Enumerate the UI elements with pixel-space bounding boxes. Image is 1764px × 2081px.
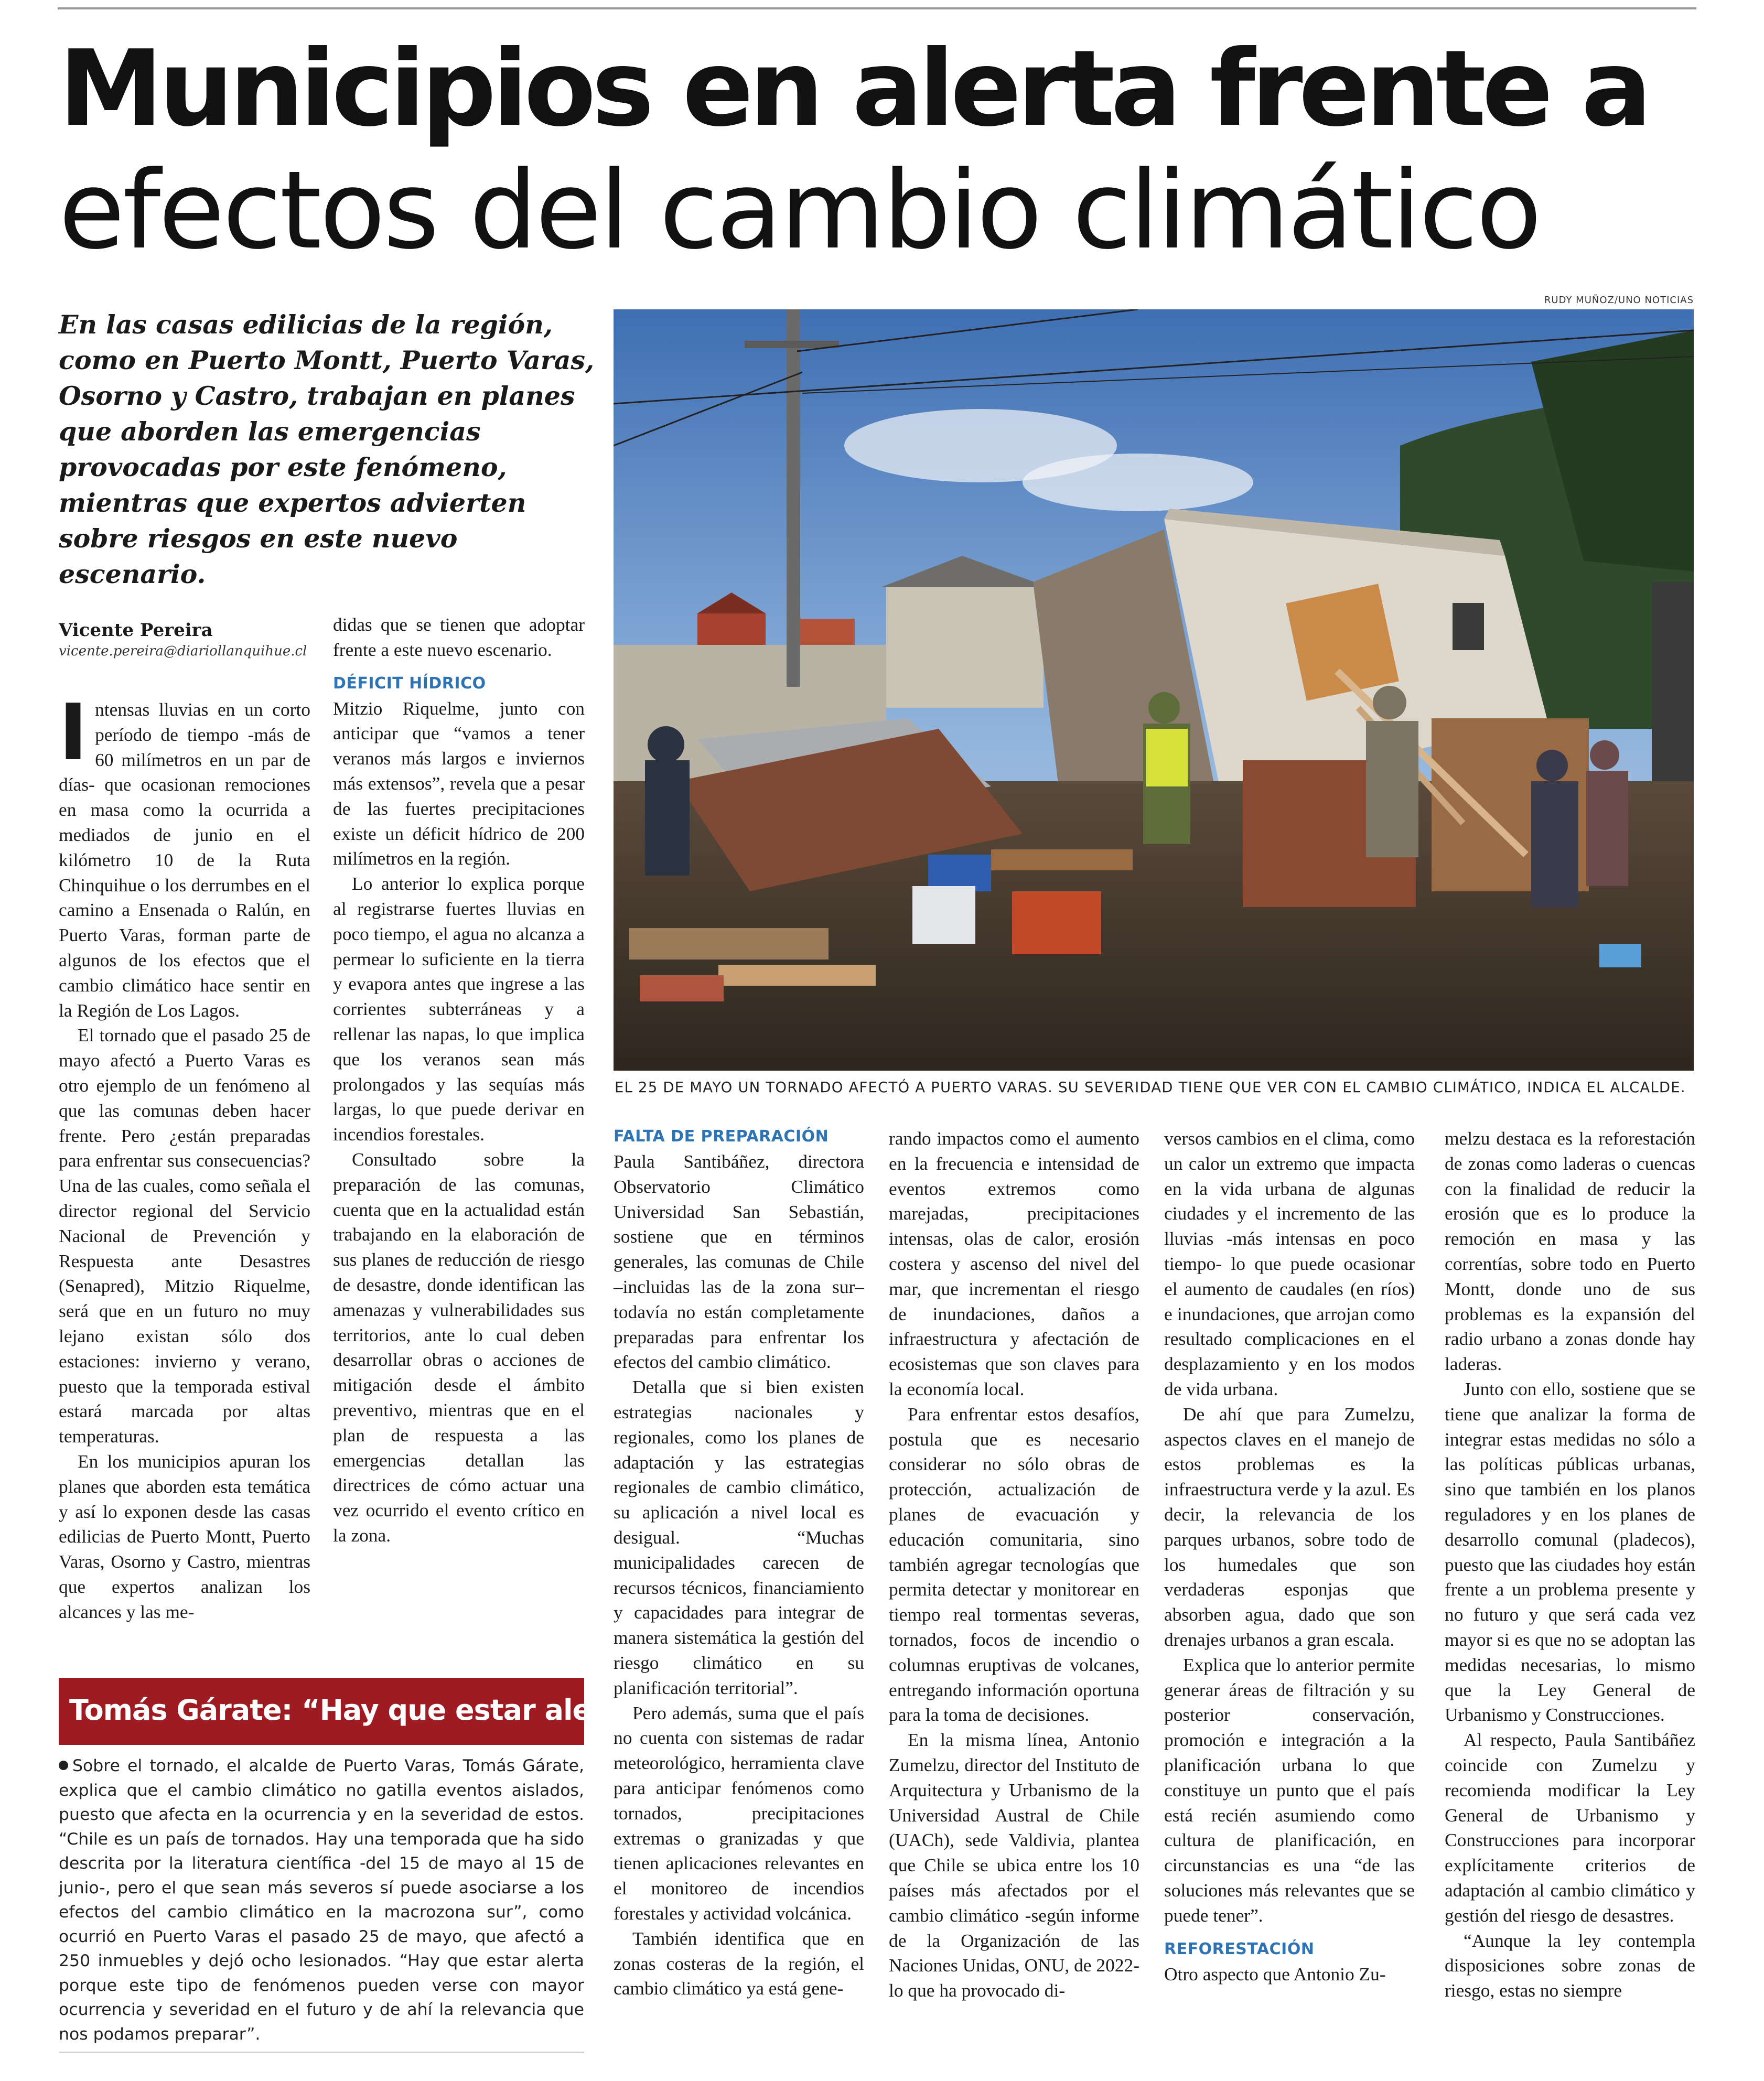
deck-summary: En las casas edilicias de la región, como en Puerto Montt, Puerto Varas, Osorno y Castro, trabajan en planes que aborden las emergencias provocadas por este fenómeno, mientras que expertos advierten sobre riesgos en este nuevo escenario. (59, 309, 595, 589)
drop-cap: I (59, 687, 88, 778)
paragraph: Para enfrentar estos desafíos, postula que es necesario considerar no sólo obras de protección, actualización de planes de evacuación y educación comunitaria, sino también agregar tecnologías que permita detectar y monitorear en tiempo real tormentas severas, tornados, focos de incendio o columnas eruptivas de volcanes, entregando información oportuna para la toma de decisiones. (889, 1403, 1139, 1726)
body-column-3 (614, 1126, 864, 2001)
subheading-reforestacion: REFORESTACIÓN (1164, 1939, 1315, 1958)
paragraph: Paula Santibáñez, directora Observatorio Climático Universidad San Sebastián, sostiene que en términos generales, las comunas de Chile –incluidas las de la zona sur– todavía no están completamente preparadas para enfrentar los efectos del cambio climático. (614, 1151, 864, 1373)
paragraph: En la misma línea, Antonio Zumelzu, director del Instituto de Arquitectura y Urbanismo de la Universidad Austral de Chile (UACh), sede Valdivia, plantea que Chile se ubica entre los 10 países más afectados por el cambio climático -según informe de la Organización de las Naciones Unidas, ONU, de 2022- lo que ha provocado di- (889, 1729, 1139, 2001)
body-column-4 (889, 1126, 1139, 2003)
sidebar-box (59, 1754, 584, 2053)
paragraph: melzu destaca es la reforestación de zonas como laderas o cuencas con la finalidad de reducir la erosión que es lo produce la remoción en masa y las correntías, sobre todo en Puerto Montt, donde uno de sus problemas es la expansión del radio urbano a zonas donde hay laderas. (1445, 1128, 1695, 1375)
headline-line-2: efectos del cambio climático (59, 148, 1540, 273)
body-column-1 (59, 687, 310, 1624)
paragraph: El tornado que el pasado 25 de mayo afectó a Puerto Varas es otro ejemplo de un fenómeno al que las comunas deben hacer frente. Pero ¿están preparadas para enfrentar sus consecuencias? Una de las cuales, como señala el director regional del Servicio Nacional de Prevención y Respuesta ante Desastres (Senapred), Mitzio Riquelme, será que en un futuro no muy lejano existan sólo dos estaciones: invierno y verano, puesto que la temporada estival estará marcada por altas temperaturas. (59, 1025, 310, 1447)
author-email: vicente.pereira@diariollanquihue.cl (59, 643, 307, 659)
paragraph: Otro aspecto que Antonio Zu- (1164, 1963, 1386, 1985)
bullet-icon (59, 1761, 68, 1770)
paragraph: Al respecto, Paula Santibáñez coincide con Zumelzu y recomienda modificar la Ley General de Urbanismo y Construcciones para incorporar explícitamente criterios de adaptación al cambio climático y gestión del riesgo de desastres. (1445, 1729, 1695, 1926)
paragraph: Consultado sobre la preparación de las comunas, cuenta que en la actualidad están trabajando en la elaboración de sus planes de reducción de riesgo de desastre, donde identifican las amenazas y vulnerabilidades sus territorios, ante lo cual deben desarrollar obras o acciones de mitigación desde el ámbito preventivo, mientras que en el plan de respuesta a las emergencias detallan las directrices de cómo actuar una vez ocurrido el evento crítico en la zona. (333, 1148, 585, 1546)
paragraph: Mitzio Riquelme, junto con anticipar que “vamos a tener veranos más largos e inviernos más extensos”, revela que a pesar de las fuertes precipitaciones existe un déficit hídrico de 200 milímetros en la región. (333, 697, 585, 869)
paragraph: En los municipios apuran los planes que aborden esta temática y así lo exponen desde las casas edilicias de Puerto Montt, Puerto Varas, Osorno y Castro, mientras que expertos analizan los alcances y las me- (59, 1450, 310, 1622)
headline-line-1: Municipios en alerta frente a (59, 28, 1648, 150)
sidebar-header (59, 1678, 654, 1745)
photo-caption: EL 25 DE MAYO UN TORNADO AFECTÓ A PUERTO VARAS. SU SEVERIDAD TIENE QUE VER CON EL CAMBIO CLIMÁTICO, INDICA EL ALCALDE. (615, 1079, 1686, 1096)
sidebar-text: Sobre el tornado, el alcalde de Puerto Varas, Tomás Gárate, explica que el cambio climático no gatilla eventos aislados, puesto que afecta en la ocurrencia y en la severidad de estos. “Chile es un país de tornados. Hay una temporada que ha sido descrita por la literatura científica -del 15 de mayo al 15 de junio-, pero el que sean más severos sí puede asociarse a los efectos del cambio climático en la macrozona sur”, como ocurrió en Puerto Varas el pasado 25 de mayo, que afectó a 250 inmuebles y dejó ocho lesionados. “Hay que estar alerta porque este tipo de fenómenos pueden verse con mayor ocurrencia y severidad en el futuro y de ahí la relevancia que nos podamos preparar”. (59, 1756, 584, 2044)
paragraph: También identifica que en zonas costeras de la región, el cambio climático ya está gene- (614, 1927, 864, 1999)
body-column-5 (1164, 1126, 1415, 1987)
paragraph: Explica que lo anterior permite generar áreas de filtración y su posterior conservación, promoción e integración a la planificación urbana lo que constituye un punto que el país está recién asumiendo como cultura de planificación, en circunstancias es una “de las soluciones más relevantes que se puede tener”. (1164, 1654, 1415, 1926)
subheading-deficit-hidrico: DÉFICIT HÍDRICO (333, 674, 486, 693)
paragraph: rando impactos como el aumento en la frecuencia e intensidad de eventos extremos como marejadas, precipitaciones intensas, olas de calor, erosión costera y ascenso del nivel del mar, que incrementan el riesgo de inundaciones, daños a infraestructura y afectación de ecosistemas que son claves para la economía local. (889, 1128, 1139, 1399)
tornado-damage-photo (614, 309, 1694, 1071)
subheading-falta-de-preparacion: FALTA DE PREPARACIÓN (614, 1127, 829, 1146)
paragraph: versos cambios en el clima, como un calor un extremo que impacta en la vida urbana de algunas ciudades y el incremento de las lluvias -más intensas en poco tiempo- lo que puede ocasionar el aumento de caudales (en ríos) e inundaciones, que arrojan como resultado complicaciones en el desplazamiento y en los modos de vida urbana. (1164, 1128, 1415, 1399)
sidebar-title: Tomás Gárate: “Hay que estar alerta” (69, 1694, 654, 1727)
paragraph: Pero además, suma que el país no cuenta con sistemas de radar meteorológico, herramienta clave para anticipar fenómenos como tornados, precipitaciones extremas o granizadas y que tienen aplicaciones relevantes en el monitoreo de incendios forestales y actividad volcánica. (614, 1702, 864, 1924)
top-rule (58, 7, 1696, 9)
paragraph: Intensas lluvias en un corto período de tiempo -más de 60 milímetros en un par de días- que ocasionan remociones en masa como la ocurrida a mediados de junio en el kilómetro 10 de la Ruta Chinquihue o los derrumbes en el camino a Ensenada o Ralún, en Puerto Varas, forman parte de algunos de los efectos que el cambio climático hace sentir en la Región de Los Lagos. (59, 687, 310, 1021)
photo-credit: RUDY MUÑOZ/UNO NOTICIAS (1544, 295, 1694, 306)
paragraph: Lo anterior lo explica porque al registrarse fuertes lluvias en poco tiempo, el agua no alcanza a permear lo suficiente en la tierra y evapora antes que ingrese a las corrientes subterráneas y a rellenar las napas, lo que implica que los veranos sean más prolongados y las sequías más largas, lo que puede derivar en incendios forestales. (333, 873, 585, 1145)
paragraph: “Aunque la ley contempla disposiciones sobre zonas de riesgo, estas no siempre (1445, 1929, 1695, 2001)
body-column-2 (333, 612, 585, 1548)
body-column-6 (1445, 1126, 1695, 2003)
paragraph: Junto con ello, sostiene que se tiene que analizar la forma de integrar estas medidas no sólo a las políticas públicas urbanas, sino que también en los planos reguladores y en los planes de desarrollo comunal (pladecos), puesto que las ciudades hoy están frente a un problema presente y no futuro y que será cada vez mayor si es que no se adoptan las medidas necesarias, lo mismo que la Ley General de Urbanismo y Construcciones. (1445, 1378, 1695, 1726)
paragraph: De ahí que para Zumelzu, aspectos claves en el manejo de estos problemas es la infraestructura verde y la azul. Es decir, la relevancia de los parques urbanos, sobre todo de los humedales que son verdaderas esponjas que absorben agua, dado que son drenajes urbanos a gran escala. (1164, 1403, 1415, 1650)
byline (59, 619, 305, 661)
paragraph: Detalla que si bien existen estrategias nacionales y regionales, como los planes de adaptación y las estrategias regionales de cambio climático, su aplicación a nivel local es desigual. “Muchas municipalidades carecen de recursos técnicos, financiamiento y capacidades para integrar de manera sistemática la gestión del riesgo climático en su planificación territorial”. (614, 1376, 864, 1698)
author-name: Vicente Pereira (59, 620, 213, 641)
paragraph: didas que se tienen que adoptar frente a este nuevo escenario. (333, 614, 585, 660)
